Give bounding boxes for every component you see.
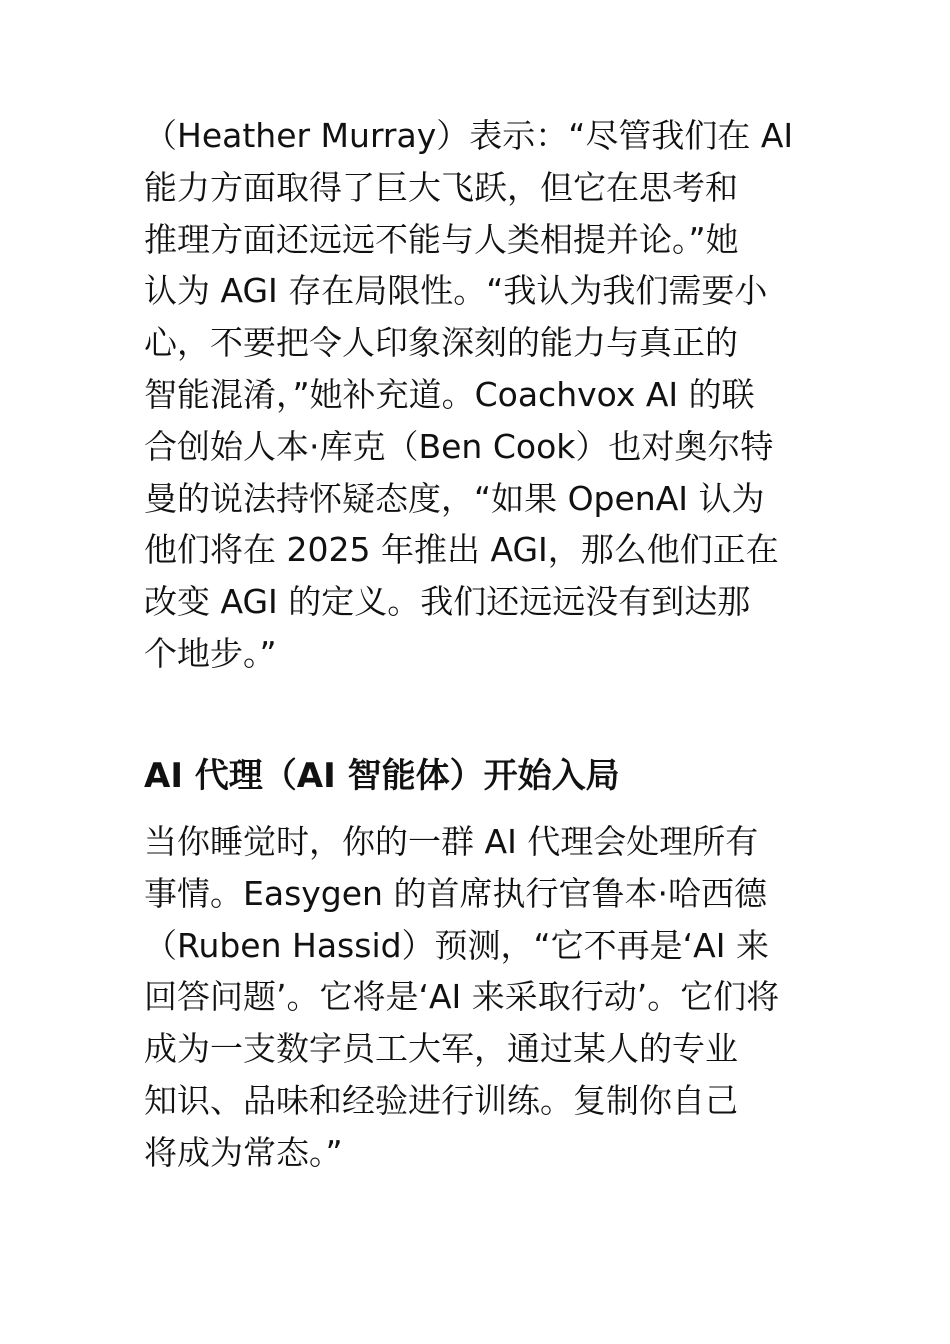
- text-line: 认为 AGI 存在局限性。“我认为我们需要小: [144, 271, 768, 311]
- paragraph-ai-agents: [144, 816, 779, 1179]
- article-body: [144, 110, 824, 1172]
- text-line: 他们将在 2025 年推出 AGI，那么他们正在: [144, 530, 779, 570]
- section-heading: AI 代理（AI 智能体）开始入局: [144, 756, 620, 796]
- text-line: 推理方面还远远不能与人类相提并论。”她: [144, 219, 739, 259]
- text-line: 将成为常态。”: [144, 1132, 343, 1172]
- text-line: 曼的说法持怀疑态度，“如果 OpenAI 认为: [144, 478, 765, 518]
- text-line: 当你睡觉时，你的一群 AI 代理会处理所有: [144, 822, 759, 861]
- text-line: 心，不要把令人印象深刻的能力与真正的: [144, 323, 738, 363]
- paragraph-murray-cook-quotes: [144, 110, 824, 680]
- text-line: 能力方面取得了巨大飞跃，但它在思考和: [144, 167, 738, 207]
- text-line: 智能混淆，”她补充道。Coachvox AI 的联: [144, 374, 755, 414]
- text-line: 回答问题’。它将是‘AI 来采取行动’。它们将: [144, 977, 780, 1017]
- text-line: 改变 AGI 的定义。我们还远远没有到达那: [144, 582, 751, 622]
- text-line: 个地步。”: [144, 633, 277, 673]
- text-line: 事情。Easygen 的首席执行官鲁本·哈西德: [144, 873, 767, 913]
- text-line: 成为一支数字员工大军，通过某人的专业: [144, 1029, 738, 1069]
- text-line: （Ruben Hassid）预测，“它不再是‘AI 来: [144, 925, 769, 965]
- text-line: 合创始人本·库克（Ben Cook）也对奥尔特: [144, 426, 774, 466]
- text-line: 知识、品味和经验进行训练。复制你自己: [144, 1080, 738, 1120]
- text-line: （Heather Murray）表示：“尽管我们在 AI: [144, 116, 794, 155]
